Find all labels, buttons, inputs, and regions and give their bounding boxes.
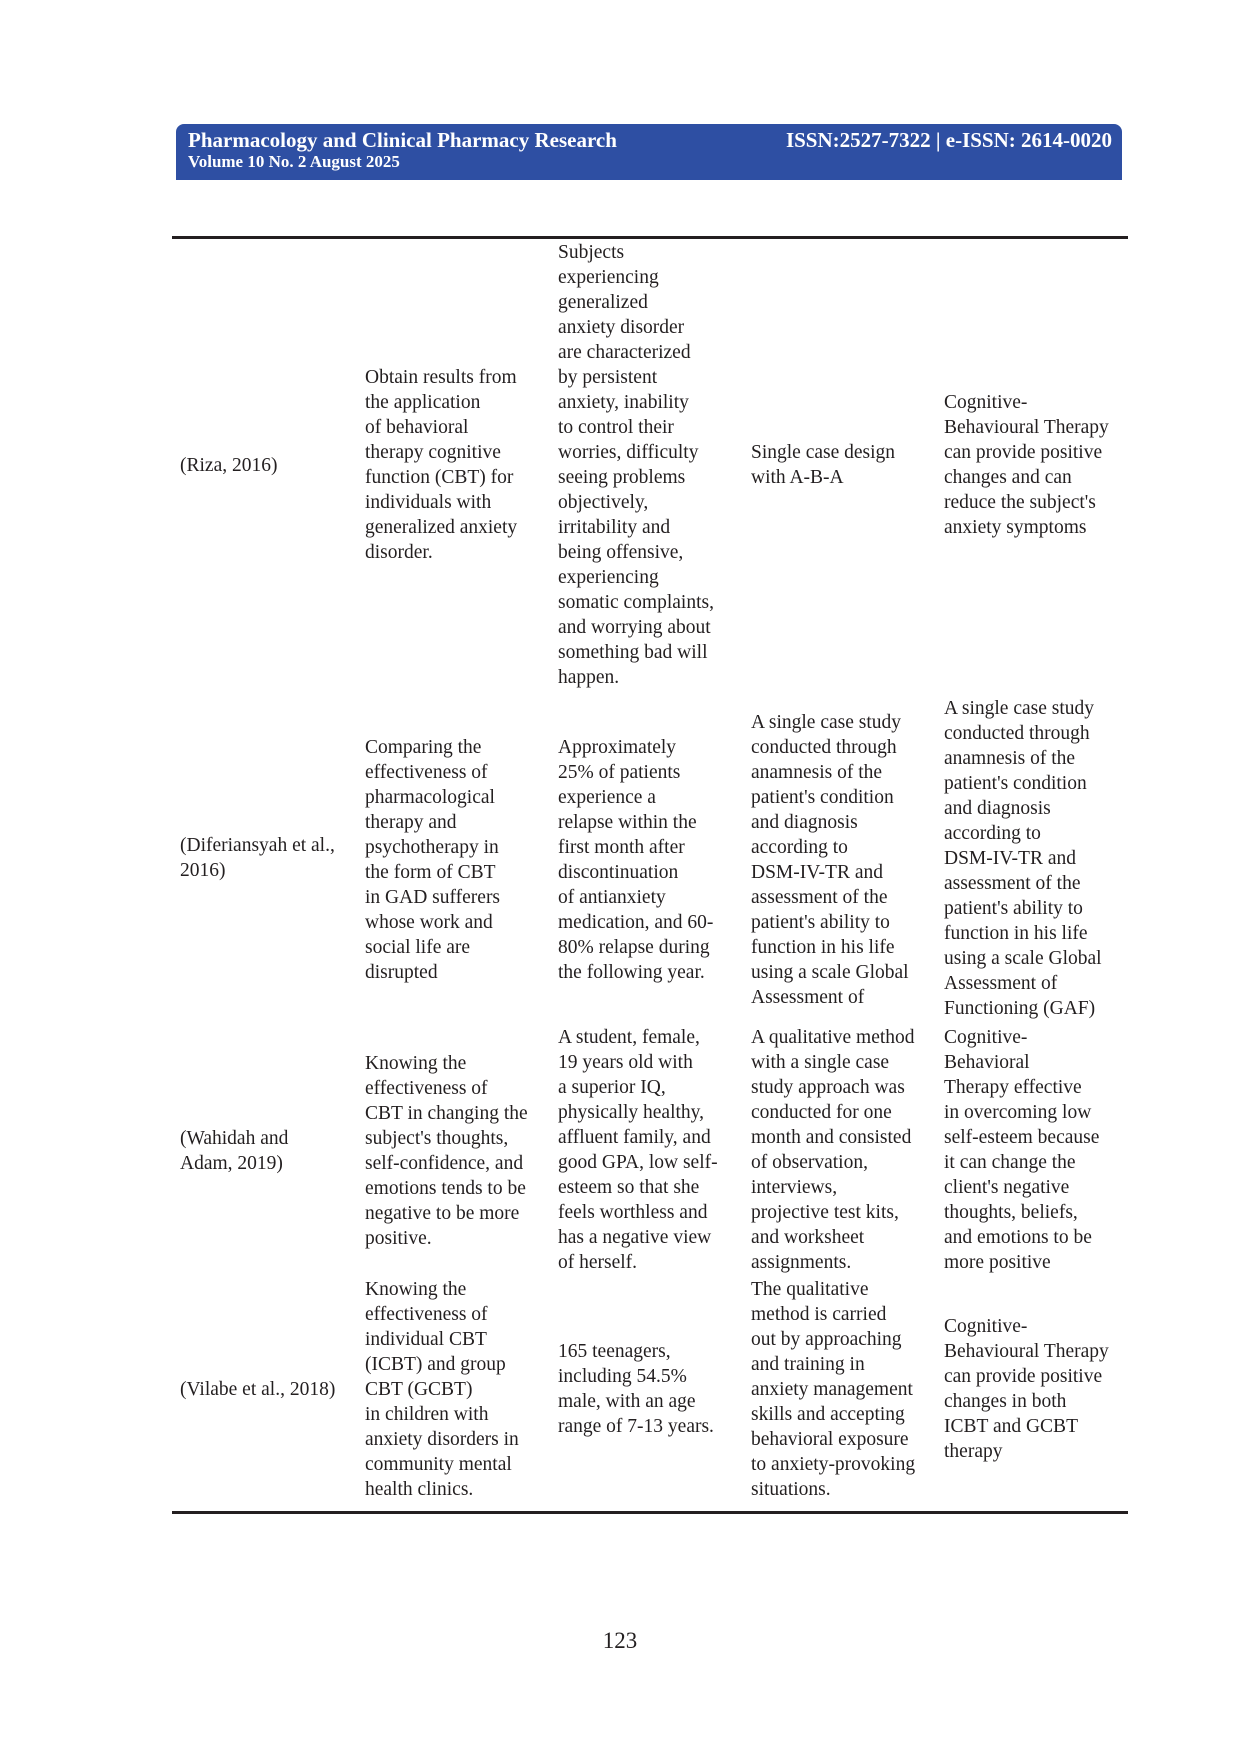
method-cell: A single case study conducted through anamnesis of the patient's condition and diagnosis according to DSM-IV-TR and assessment of the patient's ability to function in his life using a scale Global Assessment of [751, 712, 909, 1008]
subjects-cell: A student, female, 19 years old with a superior IQ, physically healthy, affluent family, and good GPA, low self- esteem so that she feels worthless and has a negative view of herself. [558, 1027, 718, 1273]
objective-cell: Obtain results from the application of behavioral therapy cognitive function (CBT) for individuals with generalized anxiety disorder. [365, 367, 518, 563]
method-cell: The qualitative method is carried out by approaching and training in anxiety management skills and accepting behavioral exposure to anxiety-provoking situations. [751, 1279, 916, 1500]
table-top-rule [172, 236, 1128, 239]
method-cell: Single case design with A-B-A [751, 442, 896, 488]
result-cell: Cognitive- Behavioural Therapy can provide positive changes and can reduce the subject's anxiety symptoms [944, 392, 1109, 538]
journal-header-banner [176, 124, 1122, 178]
page-number: 123 [602, 1628, 638, 1653]
study-cell: (Diferiansyah et al., 2016) [180, 835, 335, 881]
objective-cell: Knowing the effectiveness of CBT in changing the subject's thoughts, self-confidence, and emotions tends to be negative to be more positive. [365, 1053, 528, 1249]
study-cell: (Vilabe et al., 2018) [180, 1379, 336, 1400]
study-cell: (Wahidah and Adam, 2019) [180, 1128, 289, 1174]
subjects-cell: Subjects experiencing generalized anxiety disorder are characterized by persistent anxiety, inability to control their worries, difficulty seeing problems objectively, irritability and being offensive, experiencing somatic complaints, and worrying about something bad will happen. [558, 242, 714, 688]
journal-volume: Volume 10 No. 2 August 2025 [188, 152, 400, 171]
objective-cell: Comparing the effectiveness of pharmacological therapy and psychotherapy in the form of CBT in GAD sufferers whose work and social life are disrupted [365, 737, 501, 983]
study-cell: (Riza, 2016) [180, 455, 278, 476]
result-cell: A single case study conducted through anamnesis of the patient's condition and diagnosis according to DSM-IV-TR and assessment of the patient's ability to function in his life using a scale Global Assessment of Functioning (GAF) [944, 698, 1102, 1019]
header-divider [176, 178, 1122, 180]
journal-title: Pharmacology and Clinical Pharmacy Research [188, 128, 617, 152]
result-cell: Cognitive- Behavioral Therapy effective in overcoming low self-esteem because it can change the client's negative thoughts, beliefs, and emotions to be more positive [944, 1027, 1100, 1273]
objective-cell: Knowing the effectiveness of individual CBT (ICBT) and group CBT (GCBT) in children with anxiety disorders in community mental health clinics. [365, 1279, 519, 1500]
method-cell: A qualitative method with a single case study approach was conducted for one month and consisted of observation, interviews, projective test kits, and worksheet assignments. [751, 1027, 915, 1273]
table-bottom-rule [172, 1511, 1128, 1514]
journal-issn: ISSN:2527-7322 | e-ISSN: 2614-0020 [785, 128, 1112, 152]
subjects-cell: 165 teenagers, including 54.5% male, with an age range of 7-13 years. [558, 1341, 714, 1437]
result-cell: Cognitive- Behavioural Therapy can provide positive changes in both ICBT and GCBT therapy [944, 1316, 1109, 1462]
subjects-cell: Approximately 25% of patients experience a relapse within the first month after discontinuation of antianxiety medication, and 60- 80% relapse during the following year. [558, 737, 714, 983]
